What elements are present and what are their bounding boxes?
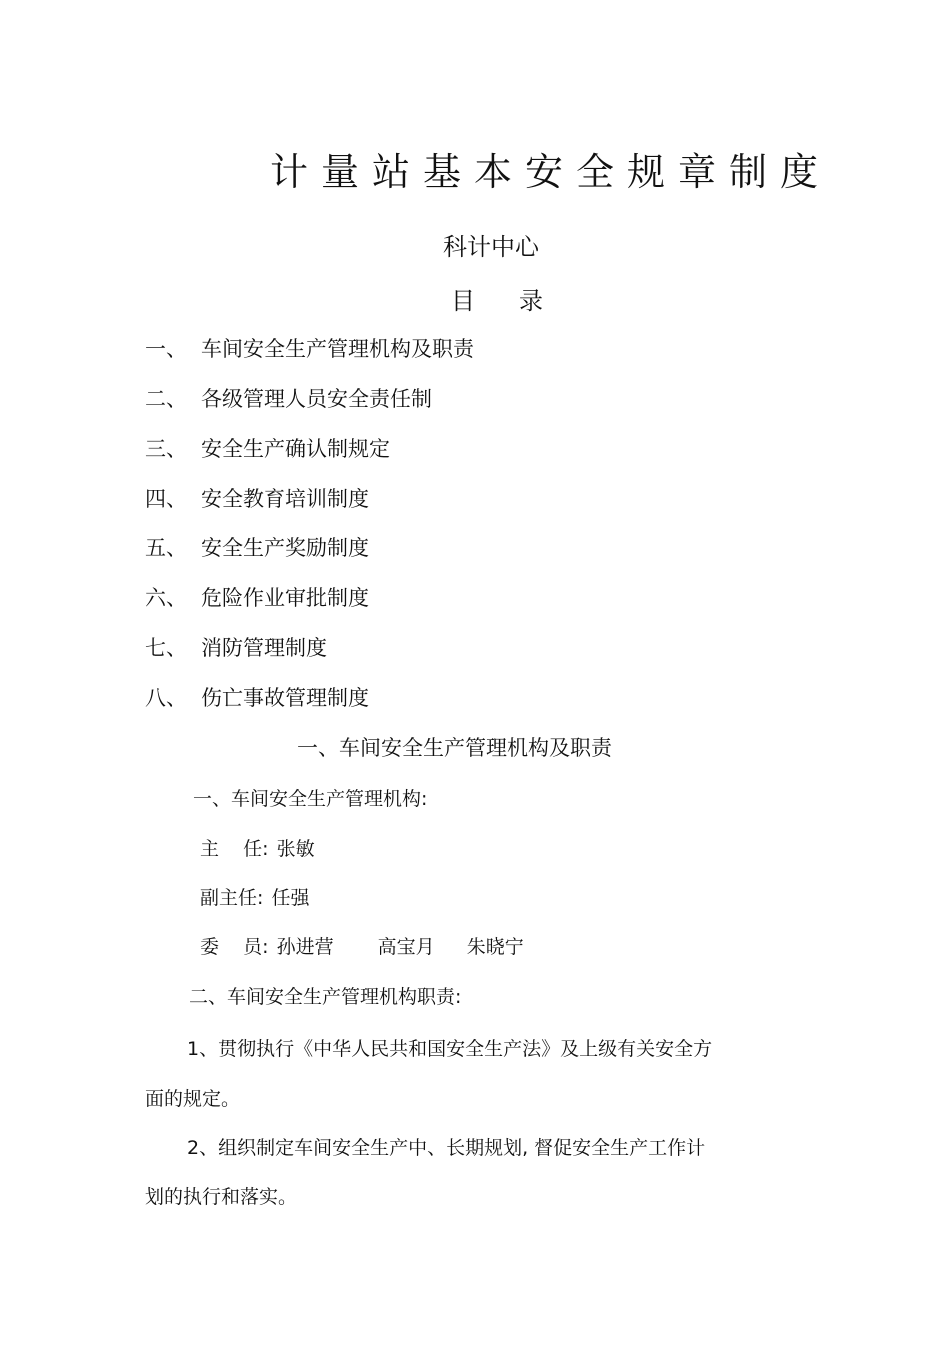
director-name: 张敏 [276, 838, 315, 860]
document-subtitle: 科计中心 [443, 233, 539, 261]
members-label: 委 员: [200, 936, 269, 958]
toc-item [145, 389, 432, 410]
members-row [200, 938, 524, 957]
toc-item-label: 车间安全生产管理机构及职责 [201, 337, 474, 361]
toc-item-number: 四、 [145, 487, 187, 511]
toc-item [145, 638, 327, 659]
member-name: 孙进营 [276, 936, 334, 958]
org-heading: 一、车间安全生产管理机构: [193, 788, 428, 810]
toc-item [145, 439, 390, 460]
deputy-label: 副主任: [200, 887, 264, 909]
toc-item [145, 339, 474, 360]
toc-item-label: 安全教育培训制度 [201, 487, 369, 511]
toc-item-number: 二、 [145, 387, 187, 411]
deputy-name: 任强 [271, 887, 310, 909]
section-title: 一、车间安全生产管理机构及职责 [297, 736, 612, 760]
director-label: 主 任: [200, 838, 269, 860]
toc-item-number: 八、 [145, 686, 187, 710]
duty-2-line-2: 划的执行和落实。 [145, 1186, 298, 1208]
member-name: 高宝月 [377, 936, 435, 958]
toc-item-label: 安全生产确认制规定 [201, 437, 390, 461]
deputy-row [200, 889, 309, 908]
toc-item-number: 一、 [145, 337, 187, 361]
duty-1-line-2: 面的规定。 [145, 1088, 241, 1110]
toc-item-label: 各级管理人员安全责任制 [201, 387, 432, 411]
toc-item-label: 伤亡事故管理制度 [201, 686, 369, 710]
duties-heading: 二、车间安全生产管理机构职责: [189, 986, 462, 1008]
duty-1-line-1: 1、贯彻执行《中华人民共和国安全生产法》及上级有关安全方 [187, 1038, 713, 1060]
toc-item-label: 消防管理制度 [201, 636, 327, 660]
toc-item-label: 危险作业审批制度 [201, 586, 369, 610]
document-title: 计量站基本安全规章制度 [270, 150, 832, 194]
toc-item [145, 688, 369, 709]
toc-item-number: 三、 [145, 437, 187, 461]
duty-2-line-1: 2、组织制定车间安全生产中、长期规划, 督促安全生产工作计 [187, 1137, 706, 1159]
toc-item-number: 六、 [145, 586, 187, 610]
member-name: 朱晓宁 [466, 936, 524, 958]
toc-item-label: 安全生产奖励制度 [201, 536, 369, 560]
toc-item-number: 五、 [145, 536, 187, 560]
toc-item [145, 588, 369, 609]
toc-heading: 目录 [451, 287, 587, 315]
toc-item-number: 七、 [145, 636, 187, 660]
director-row [200, 840, 315, 859]
toc-item [145, 489, 369, 510]
toc-item [145, 538, 369, 559]
